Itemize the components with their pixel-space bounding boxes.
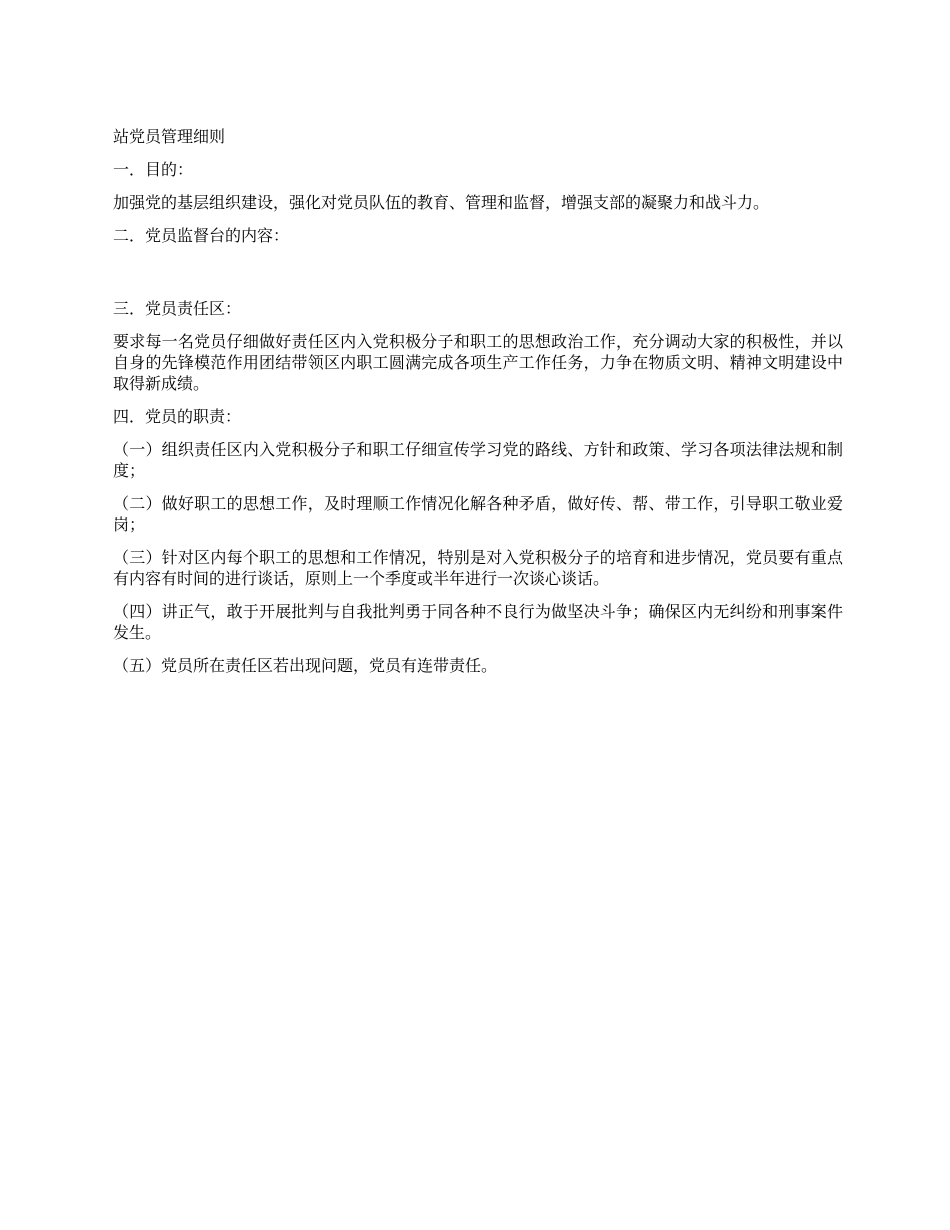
section-2-heading: 二．党员监督台的内容： [113,226,290,245]
section-1-body: 加强党的基层组织建设，强化对党员队伍的教育、管理和监督，增强支部的凝聚力和战斗力。 [113,193,770,212]
section-2-empty-content [113,258,843,298]
duty-item-4: （四）讲正气，敢于开展批判与自我批判勇于同各种不良行为做坚决斗争；确保区内无纠纷和刑事案件发生。 [113,602,843,642]
section-4-heading: 四．党员的职责： [113,407,242,426]
section-1-heading: 一．目的： [113,160,194,179]
document-title: 站党员管理细则 [113,127,226,146]
duty-item-1: （一）组织责任区内入党积极分子和职工仔细宣传学习党的路线、方针和政策、学习各项法律法规和制度； [113,440,843,480]
duty-item-5: （五）党员所在责任区若出现问题，党员有连带责任。 [113,656,498,675]
duty-item-3: （三）针对区内每个职工的思想和工作情况，特别是对入党积极分子的培育和进步情况，党员要有重点有内容有时间的进行谈话，原则上一个季度或半年进行一次谈心谈话。 [113,548,843,588]
section-3-heading: 三．党员责任区： [113,299,242,318]
duty-item-2: （二）做好职工的思想工作，及时理顺工作情况化解各种矛盾，做好传、帮、带工作，引导职工敬业爱岗； [113,494,843,534]
document-page [113,126,843,688]
section-3-body: 要求每一名党员仔细做好责任区内入党积极分子和职工的思想政治工作，充分调动大家的积极性，并以自身的先锋模范作用团结带领区内职工圆满完成各项生产工作任务，力争在物质文明、精神文明建设中取得新成绩。 [113,332,843,393]
